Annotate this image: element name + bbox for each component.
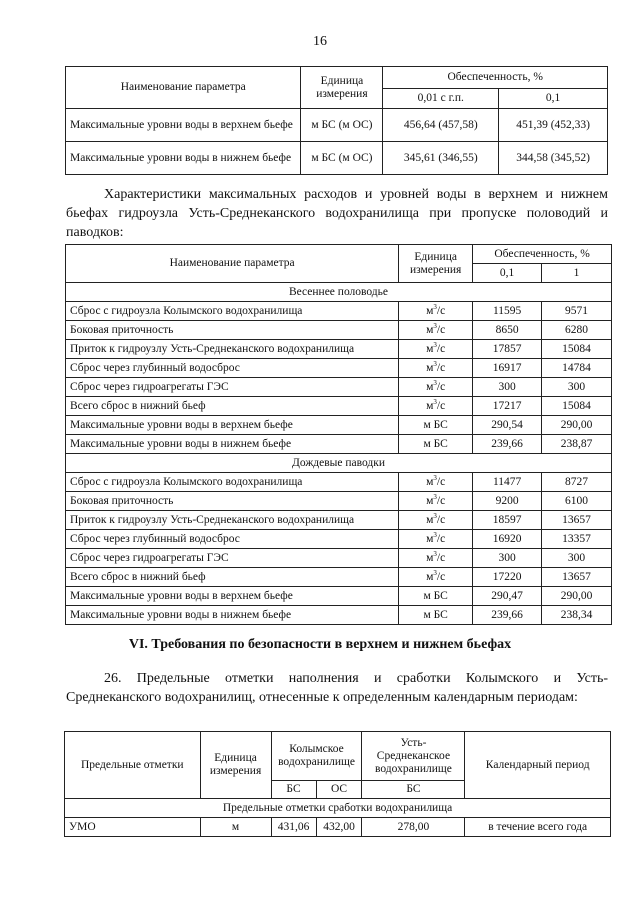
table-row bbox=[66, 587, 612, 606]
row-name: УМО bbox=[65, 818, 201, 837]
table-row bbox=[66, 549, 612, 568]
header-prob-1: 0,01 с г.п. bbox=[383, 89, 499, 109]
row-name: Сброс через глубинный водосброс bbox=[66, 530, 399, 549]
row-value: 13657 bbox=[542, 511, 612, 530]
header-kolyma: Колымское водохранилище bbox=[271, 732, 362, 781]
row-name: Боковая приточность bbox=[66, 492, 399, 511]
row-value: 14784 bbox=[542, 359, 612, 378]
row-unit: м bbox=[200, 818, 271, 837]
row-value: 17220 bbox=[473, 568, 542, 587]
row-name: Сброс через глубинный водосброс bbox=[66, 359, 399, 378]
row-value: 6100 bbox=[542, 492, 612, 511]
table-row bbox=[66, 321, 612, 340]
table-row bbox=[66, 109, 608, 142]
table-row bbox=[65, 818, 611, 837]
row-name: Всего сброс в нижний бьеф bbox=[66, 568, 399, 587]
row-value: 6280 bbox=[542, 321, 612, 340]
header-prob-2: 0,1 bbox=[499, 89, 608, 109]
table-row bbox=[66, 473, 612, 492]
header-bs: БС bbox=[271, 781, 316, 799]
table-row bbox=[66, 606, 612, 625]
header-period: Календарный период bbox=[465, 732, 611, 799]
header-unit: Единица измерения bbox=[301, 67, 383, 109]
row-value: 300 bbox=[542, 549, 612, 568]
row-value: 239,66 bbox=[473, 435, 542, 454]
row-value: 9200 bbox=[473, 492, 542, 511]
row-name: Максимальные уровни воды в верхнем бьефе bbox=[66, 587, 399, 606]
table-row bbox=[66, 435, 612, 454]
row-value: 17217 bbox=[473, 397, 542, 416]
header-bs-ust: БС bbox=[362, 781, 465, 799]
row-value: 11477 bbox=[473, 473, 542, 492]
header-probability: Обеспеченность, % bbox=[473, 245, 612, 264]
row-value: 432,00 bbox=[316, 818, 362, 837]
row-value: 9571 bbox=[542, 302, 612, 321]
page-number: 16 bbox=[313, 34, 327, 49]
table-row bbox=[66, 492, 612, 511]
header-param: Наименование параметра bbox=[66, 245, 399, 283]
row-value: 15084 bbox=[542, 397, 612, 416]
row-unit: $м^3/с$ bbox=[399, 359, 473, 378]
table-flows bbox=[65, 244, 612, 625]
row-name: Боковая приточность bbox=[66, 321, 399, 340]
row-value: 18597 bbox=[473, 511, 542, 530]
row-unit: м БС bbox=[399, 416, 473, 435]
row-value: 290,47 bbox=[473, 587, 542, 606]
row-unit: $м^3/с$ bbox=[399, 378, 473, 397]
row-value: 8650 bbox=[473, 321, 542, 340]
row-name: Сброс с гидроузла Колымского водохранилища bbox=[66, 473, 399, 492]
row-unit: м БС (м ОС) bbox=[301, 142, 383, 175]
row-unit: $м^3/с$ bbox=[399, 340, 473, 359]
table-row bbox=[66, 302, 612, 321]
header-param: Наименование параметра bbox=[66, 67, 301, 109]
section-spring-flood: Весеннее половодье bbox=[66, 283, 612, 302]
section-heading: VI. Требования по безопасности в верхнем и нижнем бьефах bbox=[128, 637, 512, 652]
row-value: 290,00 bbox=[542, 416, 612, 435]
row-name: Всего сброс в нижний бьеф bbox=[66, 397, 399, 416]
row-name: Сброс через гидроагрегаты ГЭС bbox=[66, 378, 399, 397]
row-unit: $м^3/с$ bbox=[399, 511, 473, 530]
table-row bbox=[66, 359, 612, 378]
row-value: 300 bbox=[542, 378, 612, 397]
header-prob-1: 0,1 bbox=[473, 264, 542, 283]
row-unit: м БС bbox=[399, 435, 473, 454]
row-value: 300 bbox=[473, 378, 542, 397]
row-value: 431,06 bbox=[271, 818, 316, 837]
row-unit: $м^3/с$ bbox=[399, 302, 473, 321]
row-value: 238,87 bbox=[542, 435, 612, 454]
header-marks: Предельные отметки bbox=[65, 732, 201, 799]
row-value: 290,54 bbox=[473, 416, 542, 435]
row-value: 238,34 bbox=[542, 606, 612, 625]
header-unit: Единица измерения bbox=[399, 245, 473, 283]
paragraph-characteristics: Характеристики максимальных расходов и уровней воды в верхнем и нижнем бьефах гидроузла Усть-Среднеканского водохранилища при пропуске половодий и паводков: bbox=[66, 187, 608, 240]
row-unit: $м^3/с$ bbox=[399, 530, 473, 549]
table-row bbox=[66, 530, 612, 549]
row-name: Приток к гидроузлу Усть-Среднеканского водохранилища bbox=[66, 511, 399, 530]
row-value: 344,58 (345,52) bbox=[499, 142, 608, 175]
row-period: в течение всего года bbox=[465, 818, 611, 837]
paragraph-limit-marks: 26. Предельные отметки наполнения и сработки Колымского и Усть-Среднеканского водохранилищ, отнесенные к определенным календарным периодам: bbox=[66, 671, 608, 705]
row-value: 13357 bbox=[542, 530, 612, 549]
row-name: Приток к гидроузлу Усть-Среднеканского водохранилища bbox=[66, 340, 399, 359]
table-row bbox=[66, 397, 612, 416]
header-ust-srednekan: Усть-Среднеканское водохранилище bbox=[362, 732, 465, 781]
table-row bbox=[66, 340, 612, 359]
spring-rows bbox=[66, 302, 612, 454]
row-unit: $м^3/с$ bbox=[399, 473, 473, 492]
row-value: 8727 bbox=[542, 473, 612, 492]
row-value: 300 bbox=[473, 549, 542, 568]
row-name: Максимальные уровни воды в нижнем бьефе bbox=[66, 435, 399, 454]
row-unit: $м^3/с$ bbox=[399, 397, 473, 416]
row-value: 278,00 bbox=[362, 818, 465, 837]
table-row bbox=[66, 378, 612, 397]
row-name: Сброс через гидроагрегаты ГЭС bbox=[66, 549, 399, 568]
row-unit: $м^3/с$ bbox=[399, 549, 473, 568]
row-value: 16917 bbox=[473, 359, 542, 378]
row-name: Максимальные уровни воды в нижнем бьефе bbox=[66, 142, 301, 175]
row-unit: м БС bbox=[399, 587, 473, 606]
row-unit: $м^3/с$ bbox=[399, 492, 473, 511]
row-value: 290,00 bbox=[542, 587, 612, 606]
row-value: 456,64 (457,58) bbox=[383, 109, 499, 142]
header-probability: Обеспеченность, % bbox=[383, 67, 608, 89]
table-row bbox=[66, 142, 608, 175]
header-prob-2: 1 bbox=[542, 264, 612, 283]
table-row bbox=[66, 511, 612, 530]
row-value: 11595 bbox=[473, 302, 542, 321]
row-value: 13657 bbox=[542, 568, 612, 587]
row-value: 239,66 bbox=[473, 606, 542, 625]
row-unit: м БС bbox=[399, 606, 473, 625]
table-row bbox=[66, 416, 612, 435]
row-name: Максимальные уровни воды в нижнем бьефе bbox=[66, 606, 399, 625]
header-os: ОС bbox=[316, 781, 362, 799]
table-max-levels bbox=[65, 66, 608, 175]
row-unit: м БС (м ОС) bbox=[301, 109, 383, 142]
row-unit: $м^3/с$ bbox=[399, 568, 473, 587]
row-name: Максимальные уровни воды в верхнем бьефе bbox=[66, 109, 301, 142]
row-value: 451,39 (452,33) bbox=[499, 109, 608, 142]
row-value: 17857 bbox=[473, 340, 542, 359]
row-name: Сброс с гидроузла Колымского водохранилища bbox=[66, 302, 399, 321]
row-unit: $м^3/с$ bbox=[399, 321, 473, 340]
section-rain-floods: Дождевые паводки bbox=[66, 454, 612, 473]
header-unit: Единица измерения bbox=[200, 732, 271, 799]
row-name: Максимальные уровни воды в верхнем бьефе bbox=[66, 416, 399, 435]
row-value: 16920 bbox=[473, 530, 542, 549]
row-value: 15084 bbox=[542, 340, 612, 359]
rain-rows bbox=[66, 473, 612, 625]
table-row bbox=[66, 568, 612, 587]
table-limit-marks bbox=[64, 731, 611, 837]
row-value: 345,61 (346,55) bbox=[383, 142, 499, 175]
section-drawdown: Предельные отметки сработки водохранилища bbox=[65, 799, 611, 818]
